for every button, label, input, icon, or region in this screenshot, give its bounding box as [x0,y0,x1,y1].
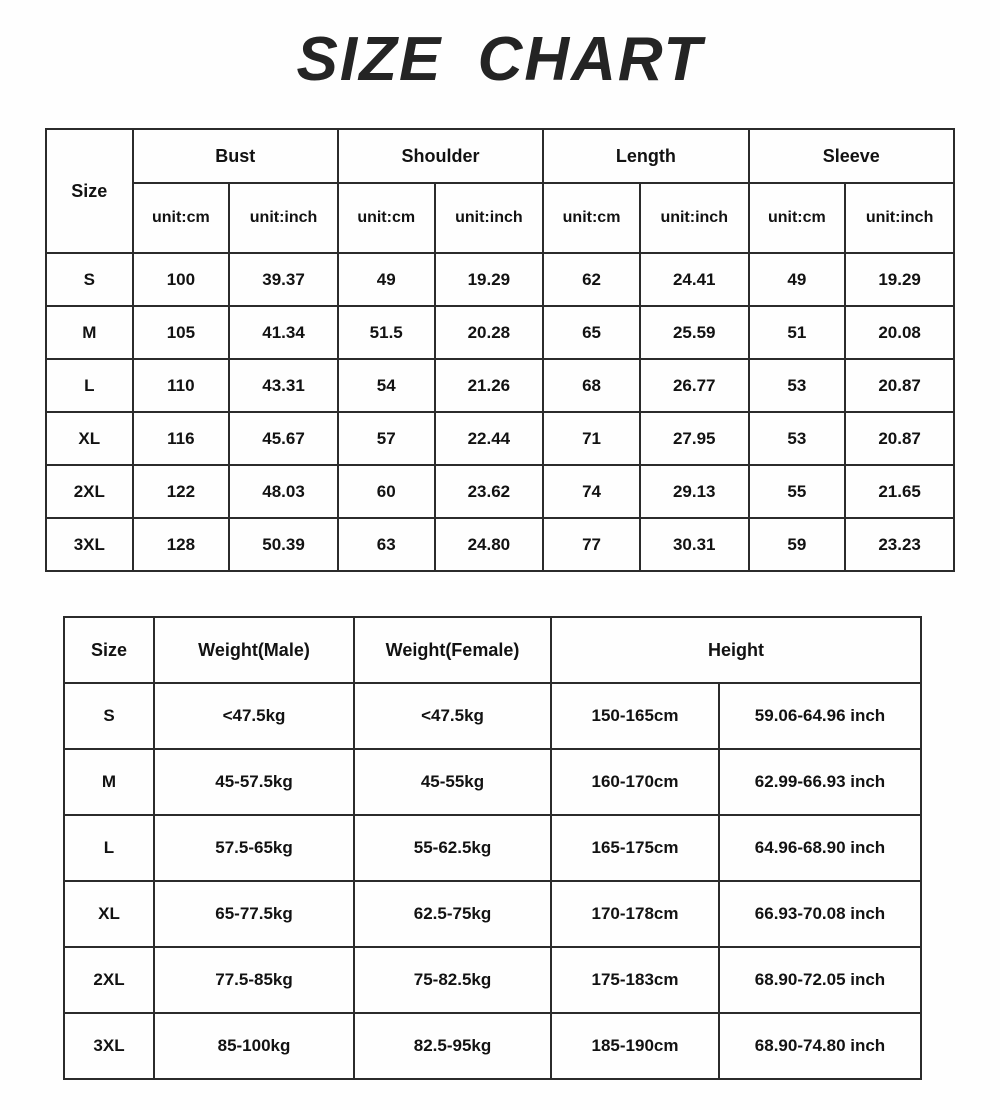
shoulder-group-header: Shoulder [338,129,543,183]
table-row [46,518,954,571]
table-cell: 57 [338,412,435,465]
table-cell: 185-190cm [551,1013,719,1079]
table-cell: 24.80 [435,518,544,571]
table-cell: 175-183cm [551,947,719,1013]
table-cell: 110 [133,359,230,412]
table-cell: <47.5kg [154,683,354,749]
table-row [46,465,954,518]
body-measurements-table [63,616,922,1080]
table-cell: 51 [749,306,846,359]
bust-group-header: Bust [133,129,338,183]
table-cell: 24.41 [640,253,749,306]
table-row [46,359,954,412]
table-cell: 66.93-70.08 inch [719,881,921,947]
table-row [64,683,921,749]
table-cell: 49 [749,253,846,306]
table-cell: 53 [749,412,846,465]
size-column-header: Size [46,129,133,253]
length-unit-inch-header: unit:inch [640,183,749,253]
table-cell: 55 [749,465,846,518]
table-row [46,412,954,465]
table-cell: 71 [543,412,640,465]
size-cell: 3XL [64,1013,154,1079]
page-title: SIZE CHART [296,25,704,94]
table-cell: 45-55kg [354,749,551,815]
size-cell: 2XL [64,947,154,1013]
size-cell: 2XL [46,465,133,518]
bust-unit-inch-header: unit:inch [229,183,338,253]
size-cell: S [64,683,154,749]
table-cell: 75-82.5kg [354,947,551,1013]
table-cell: 62 [543,253,640,306]
table-cell: 43.31 [229,359,338,412]
table-cell: 62.5-75kg [354,881,551,947]
table-cell: 55-62.5kg [354,815,551,881]
table-cell: 59 [749,518,846,571]
shoulder-unit-inch-header: unit:inch [435,183,544,253]
table-cell: 77.5-85kg [154,947,354,1013]
table-cell: 25.59 [640,306,749,359]
table-cell: 165-175cm [551,815,719,881]
table-cell: 41.34 [229,306,338,359]
table-cell: 170-178cm [551,881,719,947]
table-cell: 45-57.5kg [154,749,354,815]
table-cell: 82.5-95kg [354,1013,551,1079]
table-cell: 54 [338,359,435,412]
table-cell: 29.13 [640,465,749,518]
table-cell: 64.96-68.90 inch [719,815,921,881]
table-cell: 21.65 [845,465,954,518]
table-cell: 122 [133,465,230,518]
table-cell: 51.5 [338,306,435,359]
size-column-header: Size [64,617,154,683]
table-row [64,749,921,815]
table-row [46,306,954,359]
size-cell: M [46,306,133,359]
table-row [46,253,954,306]
table-cell: 68 [543,359,640,412]
table-cell: 105 [133,306,230,359]
table-cell: 26.77 [640,359,749,412]
table-cell: <47.5kg [354,683,551,749]
shoulder-unit-cm-header: unit:cm [338,183,435,253]
table-cell: 62.99-66.93 inch [719,749,921,815]
table-cell: 85-100kg [154,1013,354,1079]
size-cell: L [46,359,133,412]
size-cell: XL [64,881,154,947]
table-cell: 20.08 [845,306,954,359]
table-cell: 48.03 [229,465,338,518]
table-cell: 23.23 [845,518,954,571]
table-cell: 65 [543,306,640,359]
size-cell: S [46,253,133,306]
length-unit-cm-header: unit:cm [543,183,640,253]
table-cell: 68.90-74.80 inch [719,1013,921,1079]
table-cell: 53 [749,359,846,412]
table-cell: 128 [133,518,230,571]
table-cell: 65-77.5kg [154,881,354,947]
size-cell: XL [46,412,133,465]
bust-unit-cm-header: unit:cm [133,183,230,253]
table-cell: 100 [133,253,230,306]
weight-female-header: Weight(Female) [354,617,551,683]
height-header: Height [551,617,921,683]
table-cell: 23.62 [435,465,544,518]
table-row [64,947,921,1013]
table-cell: 116 [133,412,230,465]
size-cell: 3XL [46,518,133,571]
table-cell: 50.39 [229,518,338,571]
weight-male-header: Weight(Male) [154,617,354,683]
table-cell: 19.29 [435,253,544,306]
table-cell: 21.26 [435,359,544,412]
table-cell: 39.37 [229,253,338,306]
table-cell: 19.29 [845,253,954,306]
table-cell: 20.87 [845,412,954,465]
table-cell: 60 [338,465,435,518]
table-cell: 49 [338,253,435,306]
size-cell: L [64,815,154,881]
table-cell: 20.28 [435,306,544,359]
table-cell: 27.95 [640,412,749,465]
table-row [64,1013,921,1079]
garment-measurements-table [45,128,955,572]
table-row [64,815,921,881]
table-cell: 57.5-65kg [154,815,354,881]
table-cell: 20.87 [845,359,954,412]
table-cell: 68.90-72.05 inch [719,947,921,1013]
sleeve-unit-inch-header: unit:inch [845,183,954,253]
table-cell: 150-165cm [551,683,719,749]
table-row [64,881,921,947]
sleeve-group-header: Sleeve [749,129,954,183]
table-cell: 77 [543,518,640,571]
length-group-header: Length [543,129,748,183]
table-cell: 30.31 [640,518,749,571]
table-cell: 74 [543,465,640,518]
table-cell: 160-170cm [551,749,719,815]
table-cell: 45.67 [229,412,338,465]
size-cell: M [64,749,154,815]
table-cell: 63 [338,518,435,571]
table-cell: 22.44 [435,412,544,465]
table-cell: 59.06-64.96 inch [719,683,921,749]
sleeve-unit-cm-header: unit:cm [749,183,846,253]
